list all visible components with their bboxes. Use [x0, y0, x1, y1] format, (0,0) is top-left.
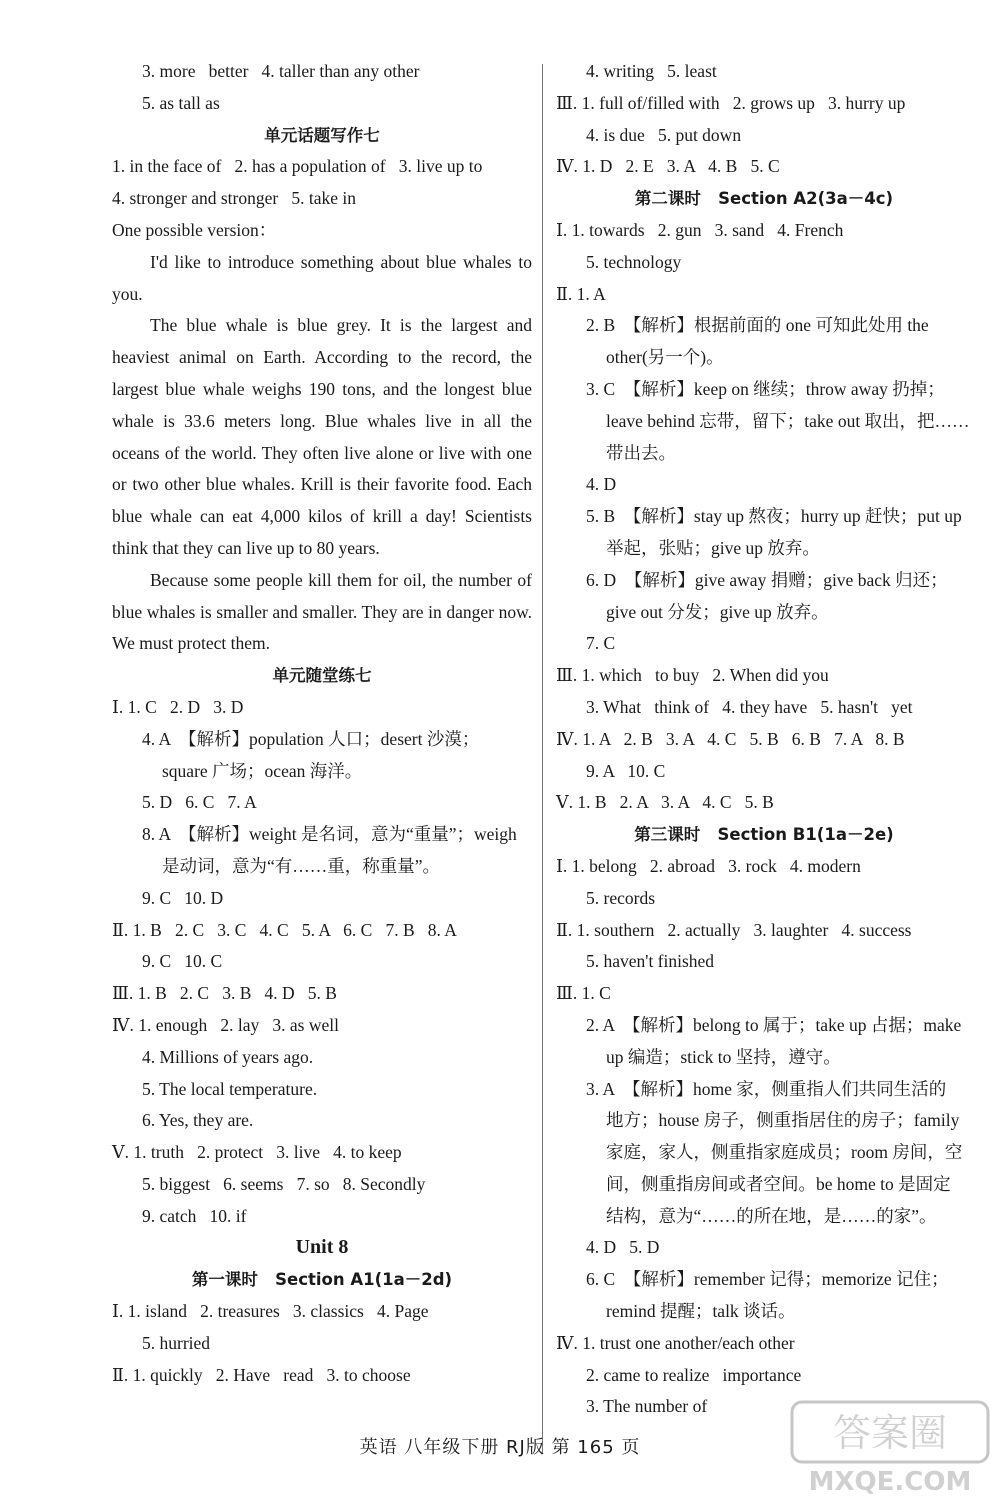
answer-line: give out 分发；give up 放弃。: [606, 601, 829, 622]
answer-line: 6. Yes, they are.: [142, 1110, 254, 1131]
answer-line: 3. more better 4. taller than any other: [142, 61, 420, 81]
answer-line: 2. A 【解析】belong to 属于；take up 占据；make: [586, 1014, 962, 1035]
section-heading: 第二课时 Section A2(3a－4c): [634, 189, 894, 209]
answer-line: Ⅴ. 1. truth 2. protect 3. live 4. to keep: [112, 1142, 402, 1163]
answer-line: Ⅰ. 1. towards 2. gun 3. sand 4. French: [556, 219, 844, 240]
answer-line: 7. C: [586, 633, 616, 654]
answer-line: 是动词，意为“有……重，称重量”。: [162, 855, 441, 876]
answer-line: 家庭，家人，侧重指家庭成员；room 房间，空: [606, 1142, 963, 1163]
watermark-logo: [790, 1398, 990, 1498]
answer-line: 6. D 【解析】give away 捐赠；give back 归还；: [586, 569, 948, 590]
watermark-url: MXQE.COM: [808, 1467, 972, 1497]
answer-line: 5. technology: [586, 251, 682, 272]
answer-line: Ⅳ. 1. enough 2. lay 3. as well: [112, 1014, 339, 1035]
answer-line: Ⅲ. 1. full of/filled with 2. grows up 3. hurry up: [556, 92, 906, 113]
essay-paragraph-2: [112, 310, 532, 564]
answer-line: 5. B 【解析】stay up 熬夜；hurry up 赶快；put up: [586, 506, 962, 527]
answer-line: Ⅳ. 1. trust one another/each other: [556, 1332, 795, 1353]
answer-line: 9. A 10. C: [586, 760, 666, 781]
answer-line: Ⅱ. 1. B 2. C 3. C 4. C 5. A 6. C 7. B 8. A: [112, 919, 457, 940]
answer-line: Ⅱ. 1. A: [556, 283, 606, 304]
answer-line: 3. C 【解析】keep on 继续；throw away 扔掉；: [586, 378, 945, 399]
answer-line: 地方；house 房子，侧重指居住的房子；family: [606, 1110, 960, 1131]
answer-line: 9. catch 10. if: [142, 1205, 247, 1226]
column-divider: [542, 64, 543, 1454]
left-column: [112, 56, 532, 1391]
answer-line: 举起，张贴；give up 放弃。: [606, 537, 820, 558]
answer-line: 5. as tall as: [142, 92, 220, 113]
answer-line: 4. D 5. D: [586, 1237, 660, 1258]
answer-line: 结构，意为“……的所在地，是……的家”。: [606, 1205, 937, 1226]
answer-line: 5. D 6. C 7. A: [142, 792, 257, 813]
answer-line: other(另一个)。: [606, 347, 724, 368]
answer-line: 1. in the face of 2. has a population of 3. live up to: [112, 156, 483, 177]
answer-line: Ⅲ. 1. B 2. C 3. B 4. D 5. B: [112, 983, 337, 1004]
answer-line: 9. C 10. D: [142, 887, 224, 908]
answer-line: 3. A 【解析】home 家，侧重指人们共同生活的: [586, 1078, 947, 1099]
answer-line: 3. What think of 4. they have 5. hasn't yet: [586, 696, 913, 717]
page-footer: 英语 八年级下册 RJ版 第 165 页: [359, 1437, 641, 1458]
essay-paragraph-1: [112, 247, 532, 311]
section-heading: 单元随堂练七: [272, 666, 372, 686]
section-heading: 第一课时 Section A1(1a－2d): [191, 1270, 453, 1290]
essay-text: Because some people kill them for oil, the number of blue whales is smaller and smaller. They are in danger now. We must protect them.: [112, 569, 532, 654]
answer-line: 5. records: [586, 887, 656, 908]
answer-line: Ⅰ. 1. belong 2. abroad 3. rock 4. modern: [556, 855, 861, 876]
answer-line: Ⅰ. 1. island 2. treasures 3. classics 4. Page: [112, 1301, 429, 1322]
answer-line: Ⅴ. 1. B 2. A 3. A 4. C 5. B: [556, 792, 774, 813]
answer-line: 4. writing 5. least: [586, 61, 717, 81]
answer-line: 3. The number of: [586, 1396, 708, 1417]
answer-line: leave behind 忘带，留下；take out 取出，把……: [606, 410, 970, 431]
answer-line: square 广场；ocean 海洋。: [162, 760, 363, 781]
answer-line: 4. stronger and stronger 5. take in: [112, 188, 356, 209]
answer-line: 2. B 【解析】根据前面的 one 可知此处用 the: [586, 315, 929, 336]
watermark-text: 答案圈: [832, 1411, 948, 1455]
essay-label: One possible version：: [112, 219, 277, 240]
answer-line: 5. The local temperature.: [142, 1078, 318, 1099]
answer-line: Ⅳ. 1. D 2. E 3. A 4. B 5. C: [556, 156, 780, 177]
answer-line: 5. biggest 6. seems 7. so 8. Secondly: [142, 1173, 426, 1194]
answer-line: remind 提醒；talk 谈话。: [606, 1301, 796, 1322]
answer-line: 5. hurried: [142, 1332, 211, 1353]
answer-line: 8. A 【解析】weight 是名词，意为“重量”；weigh: [142, 824, 517, 845]
answer-line: Ⅳ. 1. A 2. B 3. A 4. C 5. B 6. B 7. A 8. B: [556, 728, 905, 749]
answer-line: 带出去。: [606, 442, 676, 463]
answer-line: Ⅲ. 1. C: [556, 983, 611, 1004]
section-heading: 第三课时 Section B1(1a－2e): [634, 825, 894, 845]
answer-line: 4. D: [586, 474, 617, 495]
essay-text: I'd like to introduce something about blue whales to you.: [112, 251, 532, 304]
answer-line: Ⅱ. 1. southern 2. actually 3. laughter 4. success: [556, 919, 912, 940]
essay-text: The blue whale is blue grey. It is the largest and heaviest animal on Earth. According to the record, the largest blue whale weighs 190 tons, and the longest blue whale is 33.6 meters long. Blue whales live in all the oceans of the world. They often live alone or live with one or two other blue whales. Krill is their favorite food. Each blue whale can eat 4,000 kilos of krill a day! Scientists think that they can live up to 80 years.: [112, 315, 532, 558]
answer-line: 4. A 【解析】population 人口；desert 沙漠；: [142, 728, 480, 749]
answer-line: 5. haven't finished: [586, 951, 715, 972]
answer-line: 4. is due 5. put down: [586, 124, 742, 145]
answer-line: 4. Millions of years ago.: [142, 1046, 314, 1067]
answer-line: up 编造；stick to 坚持，遵守。: [606, 1046, 841, 1067]
answer-line: 2. came to realize importance: [586, 1364, 802, 1385]
answer-line: 6. C 【解析】remember 记得；memorize 记住；: [586, 1269, 949, 1290]
answer-line: Ⅱ. 1. quickly 2. Have read 3. to choose: [112, 1364, 411, 1385]
right-column: [556, 56, 972, 1423]
answer-line: 9. C 10. C: [142, 951, 223, 972]
unit-title: Unit 8: [295, 1236, 349, 1259]
answer-line: 间，侧重指房间或者空间。be home to 是固定: [606, 1173, 951, 1194]
essay-paragraph-3: [112, 565, 532, 660]
answer-line: Ⅲ. 1. which to buy 2. When did you: [556, 665, 829, 686]
section-heading: 单元话题写作七: [264, 125, 380, 145]
answer-line: Ⅰ. 1. C 2. D 3. D: [112, 696, 244, 717]
